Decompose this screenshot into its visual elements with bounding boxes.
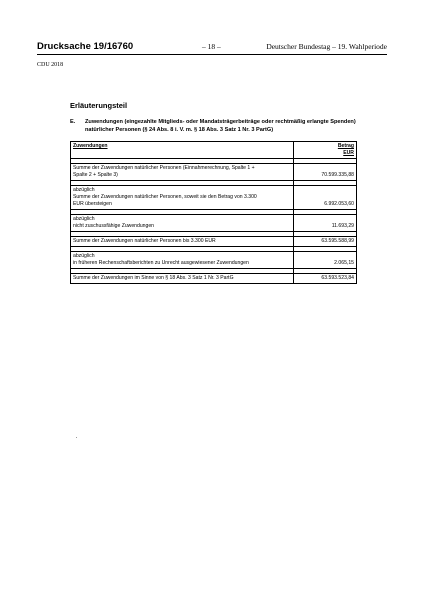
table-row [71,164,357,181]
header-source: Deutscher Bundestag – 19. Wahlperiode [266,42,387,51]
page-number: – 18 – [202,42,221,51]
table-row [71,237,357,247]
table-row [71,215,357,232]
column-header-label: Zuwendungen [71,142,294,159]
document-number-prefix: Drucksache 19/ [37,41,107,52]
column-header-amount: Betrag EUR [294,142,357,159]
header-rule [37,54,387,55]
table-row [71,252,357,269]
row-label: abzüglich Summe der Zuwendungen natürlicher Personen, soweit sie den Betrag von 3.300 EUR übersteigen [71,186,294,210]
row-label: abzüglich in früheren Rechenschaftsberichten zu Unrecht ausgewiesener Zuwendungen [71,252,294,269]
row-label: Summe der Zuwendungen im Sinne von § 18 Abs. 3 Satz 1 Nr. 3 PartG [71,274,294,284]
section-title: Erläuterungsteil [70,101,128,110]
row-amount: 63.595.588,99 [294,237,357,247]
row-amount: 6.992.053,60 [294,186,357,210]
table-row [71,186,357,210]
row-label: Summe der Zuwendungen natürlicher Personen (Einnahmerechnung, Spalte 1 + Spalte 2 + Spalte 3) [71,164,294,181]
page-header [37,41,387,55]
row-amount: 63.593.523,84 [294,274,357,284]
document-number [37,41,133,52]
scan-speck [76,437,77,438]
section-e-text: Zuwendungen (eingezahlte Mitglieds- oder Mandatsträgerbeiträge oder rechtmäßig erlangte Spenden) natürlicher Personen (§ 24 Abs. 8 i. V. m. § 18 Abs. 3 Satz 1 Nr. 3 PartG) [85,119,356,133]
row-label: abzüglich nicht zuschussfähige Zuwendungen [71,215,294,232]
contributions-table [70,141,357,284]
party-year: CDU 2018 [37,62,64,68]
table-row [71,274,357,284]
section-e-label: E. [70,119,76,125]
row-label: Summe der Zuwendungen natürlicher Personen bis 3.300 EUR [71,237,294,247]
row-amount: 2.065,15 [294,252,357,269]
row-amount: 70.599.335,88 [294,164,357,181]
document-number-value: 16760 [106,41,134,52]
table-header-row [71,142,357,159]
row-amount: 11.693,29 [294,215,357,232]
